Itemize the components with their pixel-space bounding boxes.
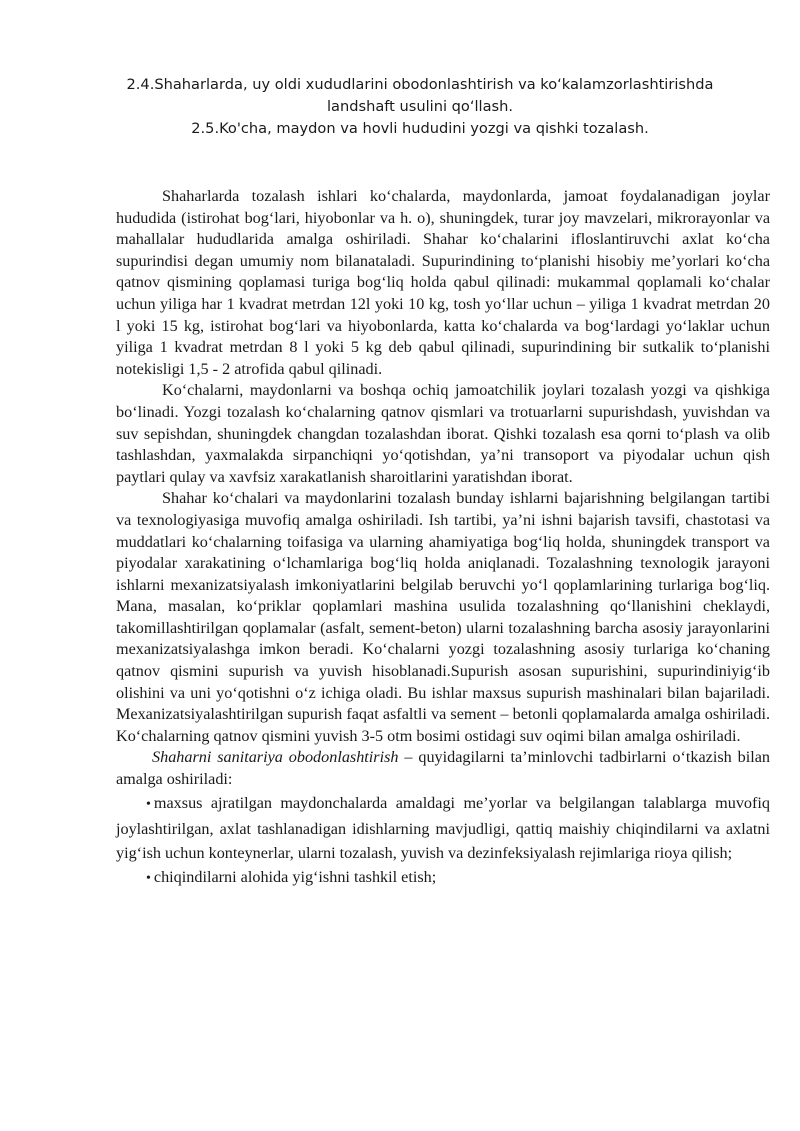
- section-headings: [100, 74, 740, 140]
- paragraph-1: Shaharlarda tozalash ishlari ko‘chalarda, maydonlarda, jamoat foydalanadigan joylar hududida (istirohat bog‘lari, hiyobonlar va h. o), shuningdek, turar joy mavzelari, mikrorayonlar va mahallalar hududlarida amalga oshiriladi. Shahar ko‘chalarini ifloslantiruvchi axlat ko‘cha supurindisi degan umumiy nom bilanataladi. Supurindining to‘planishi hisobiy me’yorlari ko‘cha qatnov qismining qoplamasi turiga bog‘liq holda qabul qilinadi: mukammal qoplamali ko‘chalar uchun yiliga har 1 kvadrat metrdan 12l yoki 10 kg, tosh yo‘llar uchun – yiliga 1 kvadrat metrdan 20 l yoki 15 kg, istirohat bog‘lari va hiyobonlarda, katta ko‘chalarda va bog‘lardagi yo‘laklar uchun yiliga 1 kvadrat metrdan 8 l yoki 5 kg deb qabul qilinadi, supurindining bir sutkalik to‘planishi notekisligi 1,5 - 2 atrofida qabul qilinadi.: [116, 187, 770, 378]
- heading-2-4-line1: 2.4.Shaharlarda, uy oldi xududlarini obodonlashtirish va ko‘kalamzorlashtirishda: [126, 76, 714, 93]
- list-item: [116, 791, 770, 865]
- list-item: [116, 865, 770, 891]
- bullet-icon: •: [146, 796, 151, 812]
- bullet-text: chiqindilarni alohida yig‘ishni tashkil etish;: [153, 867, 437, 886]
- heading-2-5: 2.5.Ko'cha, maydon va hovli hududini yozgi va qishki tozalash.: [191, 120, 649, 137]
- bullet-text: maxsus ajratilgan maydonchalarda amaldagi me’yorlar va belgilangan talablarga muvofiq joylashtirilgan, axlat tashlanadigan idishlarning mavjudligi, qattiq maishiy chiqindilarni va axlatni yig‘ish uchun konteynerlar, ularni tozalash, yuvish va dezinfeksiyalash rejimlariga rioya qilish;: [116, 793, 770, 862]
- bullet-list: [116, 791, 770, 891]
- paragraph-2: Ko‘chalarni, maydonlarni va boshqa ochiq jamoatchilik joylari tozalash yozgi va qishkiga bo‘linadi. Yozgi tozalash ko‘chalarning qatnov qismlari va trotuarlarni supurishdash, yuvishdan va suv sepishdan, shuningdek changdan tozalashdan iborat. Qishki tozalash esa qorni to‘plash va olib tashlashdan, yaxmalakda sirpanchiqni yo‘qotishdan, ya’ni transoport va piyodalar uchun qish paytlari qulay va xavfsiz xarakatlanish sharoitlarini yaratishdan iborat.: [116, 381, 770, 486]
- paragraph-3: Shahar ko‘chalari va maydonlarini tozalash bunday ishlarni bajarishning belgilangan tartibi va texnologiyasiga muvofiq amalga oshiriladi. Ish tartibi, ya’ni ishni bajarish tavsifi, chastotasi va muddatlari ko‘chalarning toifasiga va ularning ahamiyatiga bog‘liq holda, shuningdek transport va piyodalar xarakatining o‘lchamlariga bog‘liq holda aniqlanadi. Tozalashning texnologik jarayoni ishlarni mexanizatsiyalash imkoniyatlarini belgilab beruvchi yo‘l qoplamlarining turlariga bog‘liq. Mana, masalan, ko‘priklar qoplamlari mashina usulida tozalashning qo‘llanishini cheklaydi, takomillashtirilgan qoplamalar (asfalt, sement-beton) ularni tozalashning barcha asosiy jarayonlarini mexanizatsiyalashga imkon beradi. Ko‘chalarni yozgi tozalashning asosiy turlariga ko‘chaning qatnov qismini supurish va yuvish hisoblanadi.Supurish asosan supurishini, supurindiniyig‘ib olishini va uni yo‘qotishni o‘z ichiga oladi. Bu ishlar maxsus supurish mashinalari bilan bajariladi. Mexanizatsiyalashtirilgan supurish faqat asfaltli va sement – betonli qoplamalarda amalga oshiriladi. Ko‘chalarning qatnov qismini yuvish 3-5 otm bosimi ostidagi suv oqimi bilan amalga oshiriladi.: [116, 489, 770, 745]
- sanitary-rest: – quyidagilarni ta’minlovchi tadbirlarni o‘tkazish bilan amalga oshiriladi:: [116, 748, 770, 789]
- heading-2-4-line2: landshaft usulini qo‘llash.: [326, 98, 514, 115]
- sanitary-term: Shaharni sanitariya obodonlashtirish: [152, 748, 399, 767]
- document-body: [116, 186, 770, 891]
- bullet-icon: •: [146, 870, 151, 886]
- paragraph-sanitary: [116, 747, 770, 790]
